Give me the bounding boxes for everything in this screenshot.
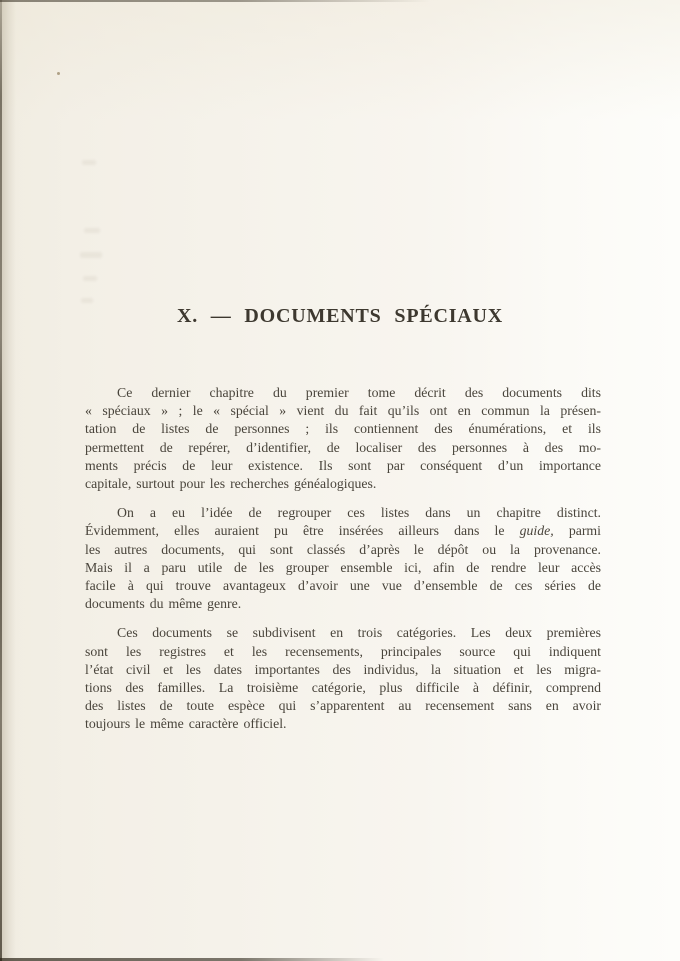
left-gutter-shadow: [0, 0, 16, 961]
text-line: facile à qui trouve avantageux d’avoir une vue d’ensemble de ces séries de: [85, 578, 601, 594]
text-line: les autres documents, qui sont classés d’après le dépôt ou la provenance.: [85, 541, 601, 557]
show-through-mark: [83, 276, 97, 281]
text-line: documents du même genre.: [85, 596, 242, 612]
text-line: toujours le même caractère officiel.: [85, 716, 287, 732]
text-line: On a eu l’idée de regrouper ces listes dans un chapitre distinct.: [117, 505, 601, 521]
paper-speck: [57, 72, 60, 75]
paragraph: [85, 384, 601, 493]
text-line: ments précis de leur existence. Ils sont par conséquent d’un importance: [85, 457, 601, 473]
text-line: Ces documents se subdivisent en trois catégories. Les deux premières: [117, 625, 601, 641]
body-text: [85, 384, 601, 745]
text-line: permettent de repérer, d’identifier, de localiser des personnes à des mo-: [85, 439, 601, 455]
text-line: Mais il a paru utile de les grouper ensemble ici, afin de rendre leur accès: [85, 559, 601, 575]
text-line: Évidemment, elles auraient pu être insérées ailleurs dans le guide, parmi: [85, 523, 601, 539]
italic-text: guide,: [519, 523, 554, 539]
text-line: l’état civil et les dates importantes des individus, la situation et les migra-: [85, 661, 601, 677]
text-line: des listes de toute espèce qui s’apparentent au recensement sans en avoir: [85, 698, 601, 714]
paragraph: [85, 504, 601, 613]
top-edge-scan-line: [0, 0, 430, 2]
text-line: « spéciaux » ; le « spécial » vient du fait qu’ils ont en commun la présen-: [85, 403, 601, 419]
text-line: tation de listes de personnes ; ils contiennent des énumérations, et ils: [85, 421, 601, 437]
text-line: capitale, surtout pour les recherches généalogiques.: [85, 476, 377, 492]
text-line: sont les registres et les recensements, principales source qui indiquent: [85, 643, 601, 659]
show-through-mark: [82, 160, 96, 165]
paragraph: [85, 624, 601, 733]
show-through-mark: [84, 228, 100, 233]
chapter-heading: X. — DOCUMENTS SPÉCIAUX: [176, 305, 504, 327]
left-edge-scan-line: [0, 0, 2, 961]
text-line: Ce dernier chapitre du premier tome décrit des documents dits: [117, 385, 601, 400]
show-through-mark: [80, 252, 102, 258]
show-through-mark: [81, 298, 93, 303]
text-line: tions des familles. La troisième catégorie, plus difficile à définir, comprend: [85, 680, 601, 696]
